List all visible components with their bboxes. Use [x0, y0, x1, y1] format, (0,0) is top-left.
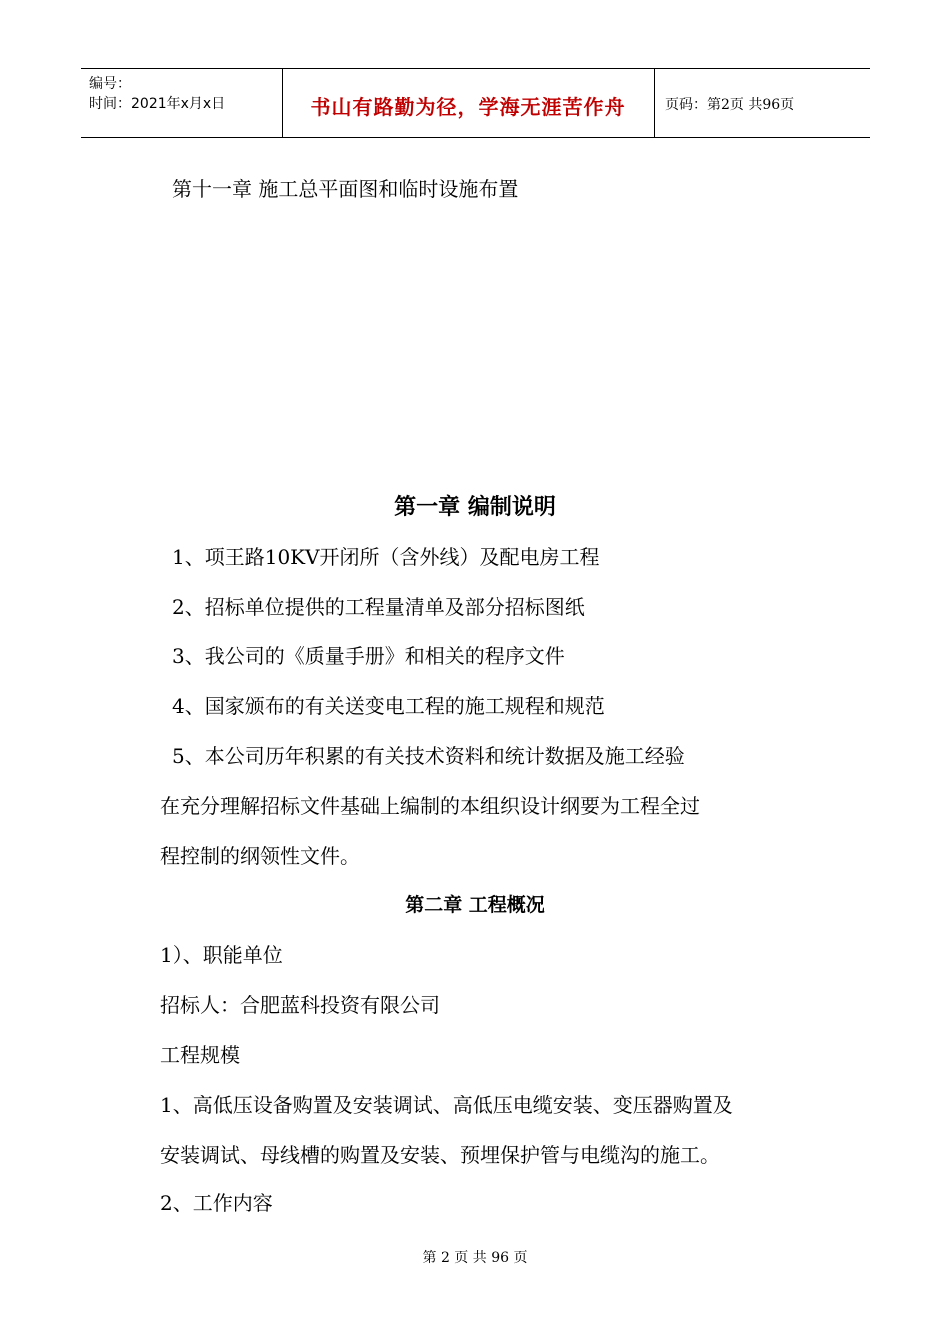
- chapter-1-title: 第一章 编制说明: [394, 494, 556, 520]
- scale-heading: 工程规模: [160, 1043, 240, 1067]
- chapter-1-paragraph-line: 程控制的纲领性文件。: [160, 844, 360, 868]
- chapter-1-paragraph-line: 在充分理解招标文件基础上编制的本组织设计纲要为工程全过: [160, 794, 700, 818]
- header-motto-cell: [282, 69, 655, 137]
- chapter-1-item: 1、项王路10KV开闭所（含外线）及配电房工程: [172, 545, 600, 569]
- scale-paragraph-line: 1、高低压设备购置及安装调试、高低压电缆安装、变压器购置及: [160, 1093, 733, 1117]
- work-content-heading: 2、工作内容: [160, 1191, 273, 1215]
- tenderer-line: 招标人：合肥蓝科投资有限公司: [160, 993, 440, 1017]
- unit-heading: 1）、职能单位: [160, 943, 283, 967]
- chapter-1-item: 4、国家颁布的有关送变电工程的施工规程和规范: [172, 694, 605, 718]
- header-page-info: 页码：第2页 共96页: [665, 97, 795, 113]
- time-label: 时间：2021年x月x日: [89, 96, 226, 112]
- scale-paragraph-line: 安装调试、母线槽的购置及安装、预埋保护管与电缆沟的施工。: [160, 1143, 720, 1167]
- number-label: 编号：: [89, 76, 131, 92]
- chapter-1-item: 2、招标单位提供的工程量清单及部分招标图纸: [172, 595, 585, 619]
- header-page-cell: [655, 69, 870, 137]
- header-meta-cell: [81, 69, 283, 137]
- page-header: [81, 68, 870, 138]
- chapter-1-item: 3、我公司的《质量手册》和相关的程序文件: [172, 644, 565, 668]
- motto-text: 书山有路勤为径，学海无涯苦作舟: [310, 95, 626, 119]
- toc-entry-chapter-11: 第十一章 施工总平面图和临时设施布置: [172, 177, 519, 201]
- page-footer: 第 2 页 共 96 页: [422, 1250, 528, 1266]
- chapter-2-title: 第二章 工程概况: [405, 894, 545, 916]
- chapter-1-item: 5、本公司历年积累的有关技术资料和统计数据及施工经验: [172, 744, 685, 768]
